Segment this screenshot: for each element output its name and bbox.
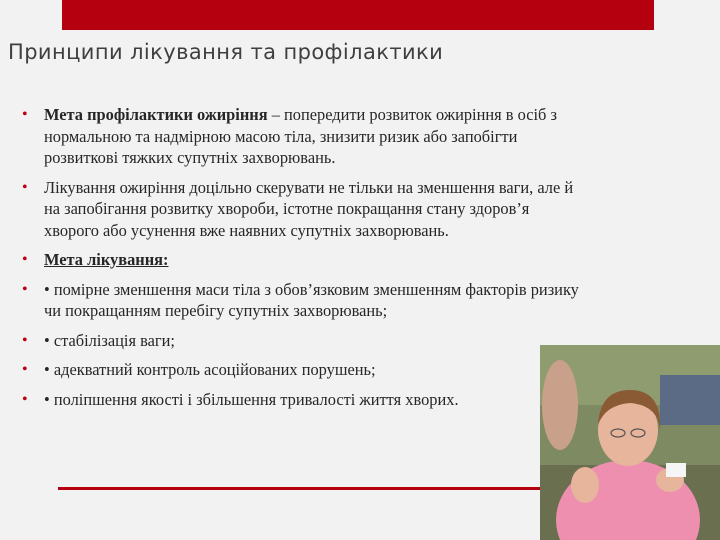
bullet-treatment-direction [22,177,582,242]
girl-eating-photo [540,345,720,540]
bullet-prevention-goal [22,104,582,169]
slide-title: Принципи лікування та профілактики [8,40,444,64]
bullet-bold-text: Мета профілактики ожиріння [44,105,268,124]
bullet-dot-icon: • [22,251,28,268]
bullet-list [22,104,582,418]
bullet-text: – попередити розвиток ожиріння в осіб з нормальною та надмірною масою тіла, знизити ризик або запобігти розвиткові тяжких супутніх захворювань. [44,105,557,167]
bullet-dot-icon: • [22,361,28,378]
top-accent-bar [62,0,654,30]
bullet-text: • поліпшення якості і збільшення тривалості життя хворих. [44,389,459,409]
bullet-text: • стабілізація ваги; [44,330,175,350]
bullet-dot-icon: • [22,390,28,408]
bullet-disorder-control [22,359,582,381]
bullet-weight-stabilization [22,330,582,352]
red-underline-bar [58,487,548,490]
bullet-dot-icon: • [22,106,28,123]
photo-illustration [540,345,720,540]
bullet-dot-icon: • [22,331,28,349]
bullet-text: • адекватний контроль асоційованих порушень; [44,360,376,379]
bullet-underlined-text: Мета лікування: [44,250,169,269]
bullet-treatment-goal-heading [22,249,582,271]
bullet-dot-icon: • [22,178,28,196]
bullet-text: Лікування ожиріння доцільно скерувати не тільки на зменшення ваги, але й на запобігання розвитку хвороби, істотне покращання стану здоров’я хворого або усунення вже наявних супутніх захворювань. [44,177,574,240]
bullet-quality-of-life [22,389,582,411]
bullet-text: • помірне зменшення маси тіла з обов’язковим зменшенням факторів ризику чи покращанням перебігу супутніх захворювань; [44,279,579,320]
bullet-dot-icon: • [22,280,28,298]
bullet-weight-reduction [22,279,582,322]
